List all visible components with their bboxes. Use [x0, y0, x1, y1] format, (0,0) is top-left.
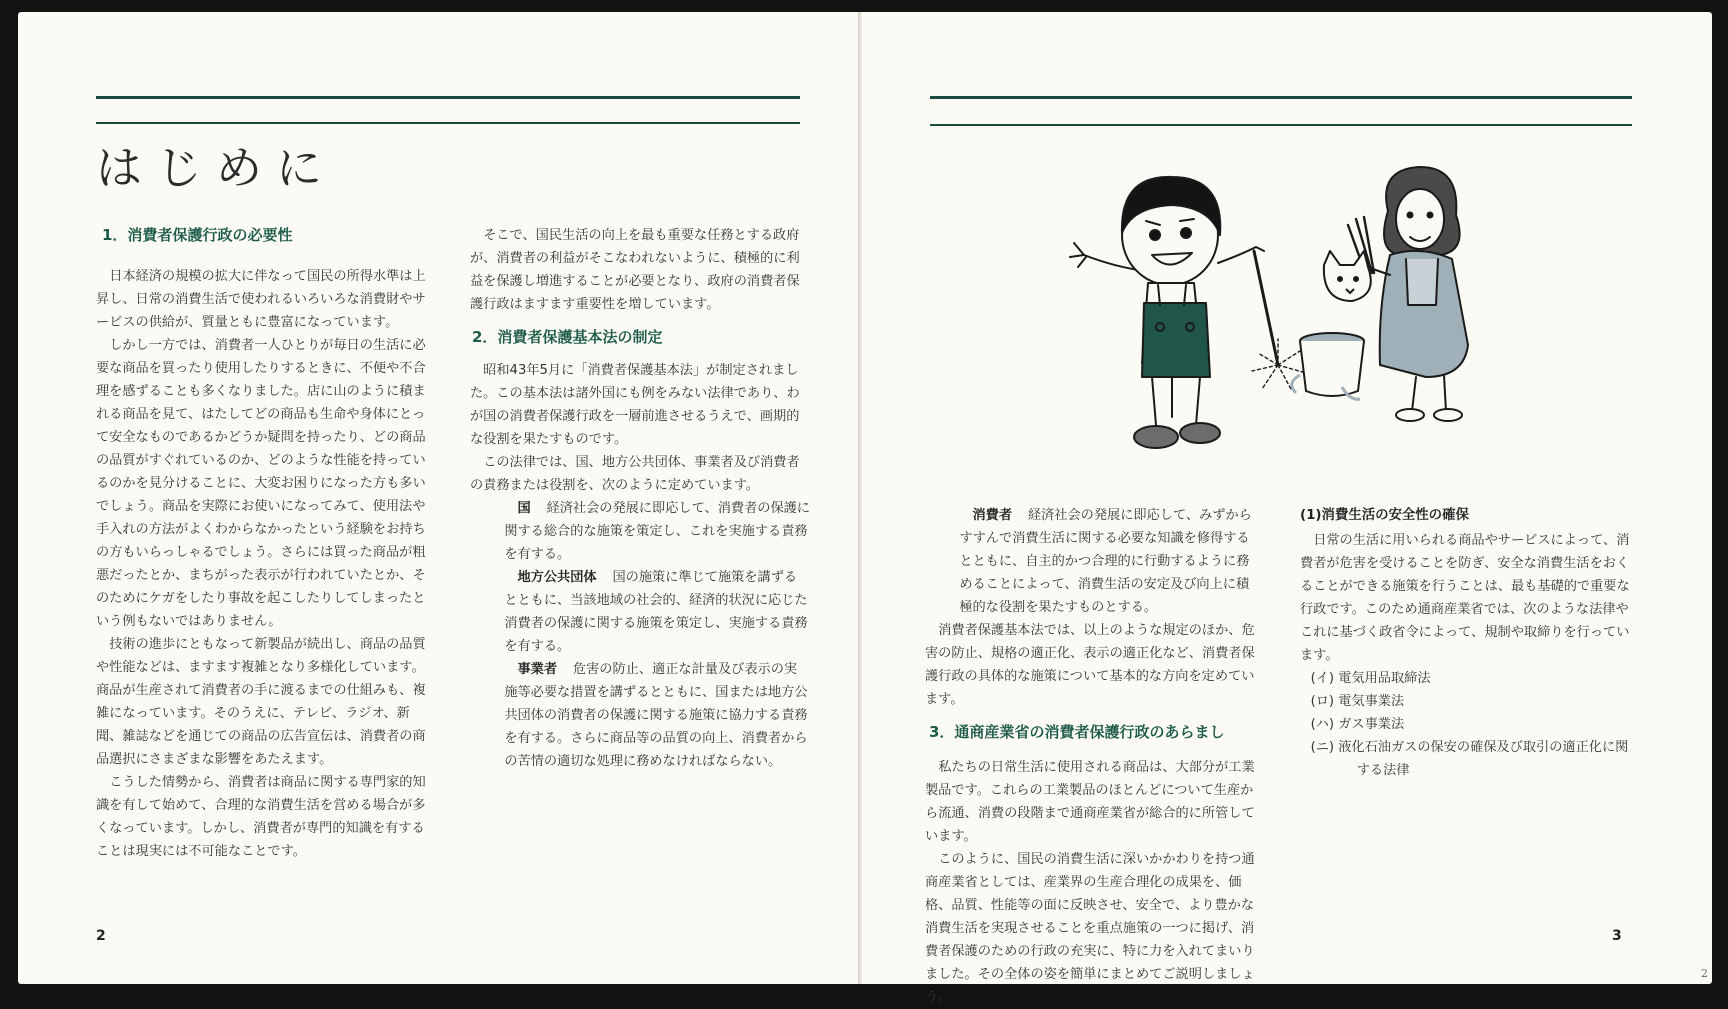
right-top-rule	[930, 96, 1632, 99]
dog-figure	[1324, 251, 1371, 301]
duty-entry-local	[470, 566, 810, 658]
section-1-paragraph-1: 日本経済の規模の拡大に伴なって国民の所得水準は上昇し、日常の消費生活で使われるいろいろな消費財やサービスの供給が、質量ともに豊富になっています。	[96, 269, 426, 330]
section-3-paragraph-1: 私たちの日常生活に使用される商品は、大部分が工業製品です。これらの工業製品のほとんどについて生産から流通、消費の段階まで通商産業省が総合的に所管しています。	[925, 760, 1255, 844]
section-1-paragraph-3: 技術の進歩にともなって新製品が続出し、商品の品質や性能などは、ますます複雑となり多様化しています。商品が生産されて消費者の手に渡るまでの仕組みも、複雑になっています。そのうえに、テレビ、ラジオ、新聞、雑誌などを通じての商品の広告宣伝は、消費者の商品選択にさまざまな影響をあたえます。	[96, 637, 426, 767]
page-number-left: 2	[96, 928, 106, 944]
paint-bucket	[1292, 333, 1364, 399]
subsection-1-heading: (1)消費生活の安全性の確保	[1300, 508, 1469, 523]
duty-entry-consumer	[925, 504, 1255, 619]
scan-corner-mark: 2	[1701, 967, 1708, 980]
basic-law-summary: 消費者保護基本法では、以上のような規定のほか、危害の防止、規格の適正化、表示の適正化など、消費者保護行政の具体的な施策について基本的な方向を定めています。	[925, 623, 1255, 707]
entry-text: 経済社会の発展に即応して、みずからすすんで消費生活に関する必要な知識を修得するとともに、自主的かつ合理的に行動するように務めることによって、消費生活の安定及び向上に積極的な役割を果たすものとする。	[959, 508, 1252, 615]
left-top-rule	[96, 96, 800, 99]
entry-term: 国	[517, 501, 531, 516]
section-3-paragraph-2: このように、国民の消費生活に深いかかわりを持つ通商産業省としては、産業界の生産合理化の成果を、価格、品質、性能等の面に反映させ、安全で、より豊かな消費生活を実現させることを重点施策の一つに掲げ、消費者保護のための行政の充実に、特に力を入れてまいりました。その全体の姿を簡単にまとめてご説明しましょう。	[925, 852, 1255, 1005]
duty-entry-business	[470, 658, 810, 773]
section-2-paragraph-2: この法律では、国、地方公共団体、事業者及び消費者の責務または役割を、次のように定めています。	[470, 455, 800, 493]
entry-text: 危害の防止、適正な計量及び表示の実施等必要な措置を講ずるとともに、国または地方公共団体の消費者の保護に関する施策に協力する責務を有する。さらに商品等の品質の向上、消費者からの苦情の適切な処理に務めなければならない。	[504, 662, 808, 769]
entry-term: 消費者	[972, 508, 1013, 523]
section-1-heading: 1．消費者保護行政の必要性	[102, 226, 293, 244]
duty-entry-national	[470, 497, 810, 566]
section-1-paragraph-5: そこで、国民生活の向上を最も重要な任務とする政府が、消費者の利益がそこなわれないように、積極的に利益を保護し増進することが必要となり、政府の消費者保護行政はますます重要性を増しています。	[470, 228, 800, 312]
right-column-2	[1300, 504, 1640, 782]
law-list	[1300, 667, 1640, 782]
page-title: はじめに	[96, 141, 336, 195]
right-second-rule	[930, 124, 1632, 126]
section-2-paragraph-1: 昭和43年5月に「消費者保護基本法」が制定されました。この基本法は諸外国にも例をみない法律であり、わが国の消費者保護行政を一層前進させるうえで、画期的な役割を果たすものです。	[470, 363, 800, 447]
law-item: (イ) 電気用品取締法	[1310, 671, 1431, 686]
section-1-paragraph-4: こうした情勢から、消費者は商品に関する専門家的知識を有して始めて、合理的な消費生活を営める場合が多くなっています。しかし、消費者が専門的知識を有することは現実には不可能なことです。	[96, 775, 426, 859]
entry-text: 国の施策に準じて施策を講ずるとともに、当該地域の社会的、経済的状況に応じた消費者の保護に関する施策を策定し、実施する責務を有する。	[504, 570, 808, 654]
entry-term: 地方公共団体	[517, 570, 597, 585]
left-column-2	[470, 224, 810, 773]
section-3-heading: 3．通商産業省の消費者保護行政のあらまし	[929, 723, 1225, 741]
left-column-1	[96, 224, 430, 863]
entry-term: 事業者	[517, 662, 558, 677]
section-2-heading: 2．消費者保護基本法の制定	[472, 328, 663, 346]
section-1-paragraph-2: しかし一方では、消費者一人ひとりが毎日の生活に必要な商品を買ったり使用したりするときに、不便や不合理を感ずることも多くなりました。店に山のように積まれる商品を見て、はたしてどの商品も生命や身体にとって安全なものであるかどうか疑問を持ったり、どの商品の品質がすぐれているのか、どのような性能を持っているのかを見分けることに、大変お困りになった方も多いでしょう。商品を実際にお使いになってみて、使用法や手入れの方法がよくわからなかったという経験をお持ちの方もいらっしゃるでしょう。さらには買った商品が粗悪だったとか、まちがった表示が行われていたとか、そのためにケガをしたり事故を起こしたりしてしまったという例もないではありません。	[96, 338, 426, 629]
left-second-rule	[96, 122, 800, 124]
law-item: (ニ) 液化石油ガスの保安の確保及び取引の適正化に関する法律	[1310, 740, 1629, 778]
right-column-1	[925, 504, 1255, 1009]
law-item: (ハ) ガス事業法	[1310, 717, 1405, 732]
illustration-boy-and-mother	[1060, 155, 1505, 505]
law-item: (ロ) 電気事業法	[1310, 694, 1405, 709]
subsection-1-paragraph: 日常の生活に用いられる商品やサービスによって、消費者が危害を受けることを防ぎ、安全な消費生活をおくることができる施策を行うことは、最も基礎的で重要な行政です。このため通商産業省では、次のような法律やこれに基づく政省令によって、規制や取締りを行っています。	[1300, 533, 1630, 663]
page-number-right: 3	[1612, 928, 1622, 944]
boy-figure	[1070, 177, 1306, 448]
entry-text: 経済社会の発展に即応して、消費者の保護に関する総合的な施策を策定し、これを実施する責務を有する。	[504, 501, 810, 562]
